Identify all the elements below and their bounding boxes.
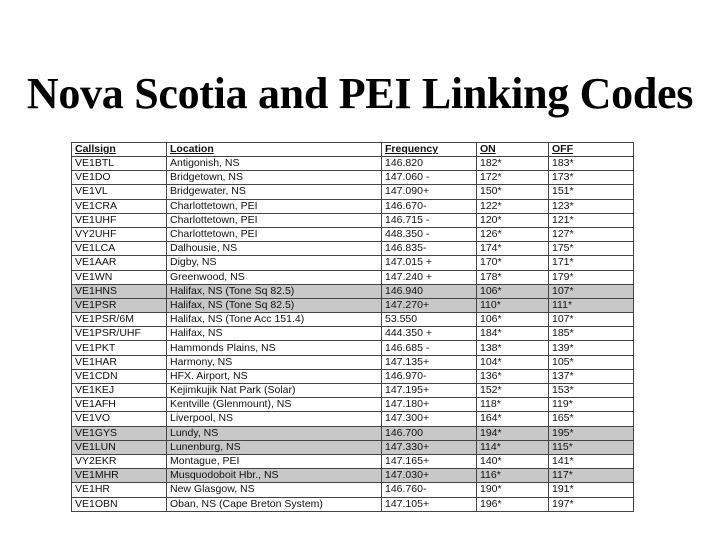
cell-location: Greenwood, NS — [167, 270, 382, 284]
cell-location: Dalhousie, NS — [167, 242, 382, 256]
cell-on: 194* — [477, 426, 549, 440]
table-row — [72, 313, 634, 327]
cell-off: 165* — [549, 412, 634, 426]
cell-callsign: VE1MHR — [72, 469, 167, 483]
cell-frequency: 147.330+ — [382, 440, 477, 454]
cell-frequency: 147.240 + — [382, 270, 477, 284]
cell-callsign: VY2EKR — [72, 454, 167, 468]
header-on: ON — [477, 143, 549, 157]
cell-frequency: 146.940 — [382, 284, 477, 298]
cell-on: 190* — [477, 483, 549, 497]
table-row — [72, 483, 634, 497]
cell-off: 139* — [549, 341, 634, 355]
cell-on: 170* — [477, 256, 549, 270]
cell-off: 175* — [549, 242, 634, 256]
cell-location: Kejimkujik Nat Park (Solar) — [167, 384, 382, 398]
cell-location: HFX. Airport, NS — [167, 369, 382, 383]
cell-location: Lunenburg, NS — [167, 440, 382, 454]
table-row — [72, 398, 634, 412]
cell-off: 153* — [549, 384, 634, 398]
cell-on: 172* — [477, 171, 549, 185]
cell-off: 141* — [549, 454, 634, 468]
table-row — [72, 341, 634, 355]
cell-location: Hammonds Plains, NS — [167, 341, 382, 355]
cell-frequency: 448.350 - — [382, 227, 477, 241]
cell-location: Lundy, NS — [167, 426, 382, 440]
cell-off: 115* — [549, 440, 634, 454]
table-row — [72, 185, 634, 199]
table-row — [72, 454, 634, 468]
cell-on: 114* — [477, 440, 549, 454]
cell-location: Kentville (Glenmount), NS — [167, 398, 382, 412]
cell-frequency: 146.820 — [382, 157, 477, 171]
cell-on: 118* — [477, 398, 549, 412]
cell-callsign: VE1UHF — [72, 213, 167, 227]
cell-location: Bridgewater, NS — [167, 185, 382, 199]
table-row — [72, 213, 634, 227]
cell-callsign: VE1HNS — [72, 284, 167, 298]
cell-callsign: VE1CRA — [72, 199, 167, 213]
page-title: Nova Scotia and PEI Linking Codes — [26, 69, 694, 118]
cell-frequency: 147.180+ — [382, 398, 477, 412]
cell-off: 119* — [549, 398, 634, 412]
cell-location: Bridgetown, NS — [167, 171, 382, 185]
cell-callsign: VE1PSR/UHF — [72, 327, 167, 341]
cell-callsign: VE1HAR — [72, 355, 167, 369]
cell-location: Halifax, NS (Tone Sq 82.5) — [167, 298, 382, 312]
cell-frequency: 147.105+ — [382, 497, 477, 511]
cell-location: Digby, NS — [167, 256, 382, 270]
cell-callsign: VE1WN — [72, 270, 167, 284]
cell-off: 179* — [549, 270, 634, 284]
table-row — [72, 298, 634, 312]
cell-location: Halifax, NS (Tone Acc 151.4) — [167, 313, 382, 327]
cell-location: Charlottetown, PEI — [167, 199, 382, 213]
cell-location: Charlottetown, PEI — [167, 227, 382, 241]
cell-callsign: VE1KEJ — [72, 384, 167, 398]
cell-callsign: VE1VO — [72, 412, 167, 426]
cell-location: Antigonish, NS — [167, 157, 382, 171]
table-row — [72, 327, 634, 341]
cell-on: 120* — [477, 213, 549, 227]
cell-on: 138* — [477, 341, 549, 355]
cell-off: 105* — [549, 355, 634, 369]
cell-callsign: VE1AFH — [72, 398, 167, 412]
table-row — [72, 256, 634, 270]
cell-location: Halifax, NS (Tone Sq 82.5) — [167, 284, 382, 298]
cell-off: 191* — [549, 483, 634, 497]
table-row — [72, 227, 634, 241]
cell-frequency: 147.300+ — [382, 412, 477, 426]
cell-frequency: 147.270+ — [382, 298, 477, 312]
cell-location: Musquodoboit Hbr., NS — [167, 469, 382, 483]
cell-callsign: VY2UHF — [72, 227, 167, 241]
cell-off: 127* — [549, 227, 634, 241]
cell-on: 116* — [477, 469, 549, 483]
table-row — [72, 171, 634, 185]
cell-off: 111* — [549, 298, 634, 312]
table-row — [72, 440, 634, 454]
cell-off: 185* — [549, 327, 634, 341]
cell-on: 106* — [477, 284, 549, 298]
cell-off: 137* — [549, 369, 634, 383]
cell-callsign: VE1BTL — [72, 157, 167, 171]
cell-on: 110* — [477, 298, 549, 312]
cell-on: 140* — [477, 454, 549, 468]
table-row — [72, 355, 634, 369]
cell-off: 123* — [549, 199, 634, 213]
cell-callsign: VE1AAR — [72, 256, 167, 270]
cell-frequency: 147.195+ — [382, 384, 477, 398]
cell-frequency: 146.715 - — [382, 213, 477, 227]
cell-on: 122* — [477, 199, 549, 213]
cell-callsign: VE1DO — [72, 171, 167, 185]
cell-callsign: VE1PKT — [72, 341, 167, 355]
cell-callsign: VE1LCA — [72, 242, 167, 256]
table-row — [72, 412, 634, 426]
table-row — [72, 497, 634, 511]
cell-on: 106* — [477, 313, 549, 327]
cell-off: 171* — [549, 256, 634, 270]
header-frequency: Frequency — [382, 143, 477, 157]
cell-frequency: 146.760- — [382, 483, 477, 497]
header-location: Location — [167, 143, 382, 157]
cell-location: New Glasgow, NS — [167, 483, 382, 497]
cell-frequency: 147.015 + — [382, 256, 477, 270]
cell-off: 195* — [549, 426, 634, 440]
cell-on: 126* — [477, 227, 549, 241]
cell-callsign: VE1PSR — [72, 298, 167, 312]
cell-off: 151* — [549, 185, 634, 199]
cell-callsign: VE1HR — [72, 483, 167, 497]
cell-on: 196* — [477, 497, 549, 511]
table-header-row — [72, 143, 634, 157]
cell-off: 117* — [549, 469, 634, 483]
cell-off: 173* — [549, 171, 634, 185]
table-row — [72, 157, 634, 171]
cell-frequency: 147.135+ — [382, 355, 477, 369]
cell-on: 182* — [477, 157, 549, 171]
cell-callsign: VE1GYS — [72, 426, 167, 440]
cell-on: 174* — [477, 242, 549, 256]
cell-frequency: 146.970- — [382, 369, 477, 383]
cell-location: Halifax, NS — [167, 327, 382, 341]
cell-off: 107* — [549, 284, 634, 298]
cell-on: 150* — [477, 185, 549, 199]
cell-location: Harmony, NS — [167, 355, 382, 369]
table-row — [72, 270, 634, 284]
table-row — [72, 426, 634, 440]
cell-callsign: VE1OBN — [72, 497, 167, 511]
table-row — [72, 242, 634, 256]
cell-location: Charlottetown, PEI — [167, 213, 382, 227]
cell-frequency: 147.060 - — [382, 171, 477, 185]
cell-frequency: 146.670- — [382, 199, 477, 213]
table-row — [72, 369, 634, 383]
cell-location: Montague, PEI — [167, 454, 382, 468]
cell-location: Liverpool, NS — [167, 412, 382, 426]
cell-frequency: 147.090+ — [382, 185, 477, 199]
cell-on: 152* — [477, 384, 549, 398]
cell-location: Oban, NS (Cape Breton System) — [167, 497, 382, 511]
cell-frequency: 146.685 - — [382, 341, 477, 355]
cell-on: 164* — [477, 412, 549, 426]
table-row — [72, 384, 634, 398]
table-row — [72, 469, 634, 483]
cell-callsign: VE1PSR/6M — [72, 313, 167, 327]
cell-callsign: VE1LUN — [72, 440, 167, 454]
table-row — [72, 284, 634, 298]
cell-off: 197* — [549, 497, 634, 511]
cell-on: 104* — [477, 355, 549, 369]
cell-callsign: VE1VL — [72, 185, 167, 199]
cell-on: 136* — [477, 369, 549, 383]
header-callsign: Callsign — [72, 143, 167, 157]
cell-frequency: 147.165+ — [382, 454, 477, 468]
cell-off: 183* — [549, 157, 634, 171]
cell-frequency: 147.030+ — [382, 469, 477, 483]
table-row — [72, 199, 634, 213]
cell-frequency: 146.700 — [382, 426, 477, 440]
cell-off: 107* — [549, 313, 634, 327]
cell-frequency: 53.550 — [382, 313, 477, 327]
cell-frequency: 444.350 + — [382, 327, 477, 341]
cell-on: 184* — [477, 327, 549, 341]
cell-frequency: 146.835- — [382, 242, 477, 256]
cell-on: 178* — [477, 270, 549, 284]
cell-callsign: VE1CDN — [72, 369, 167, 383]
header-off: OFF — [549, 143, 634, 157]
cell-off: 121* — [549, 213, 634, 227]
linking-codes-table — [71, 142, 634, 512]
